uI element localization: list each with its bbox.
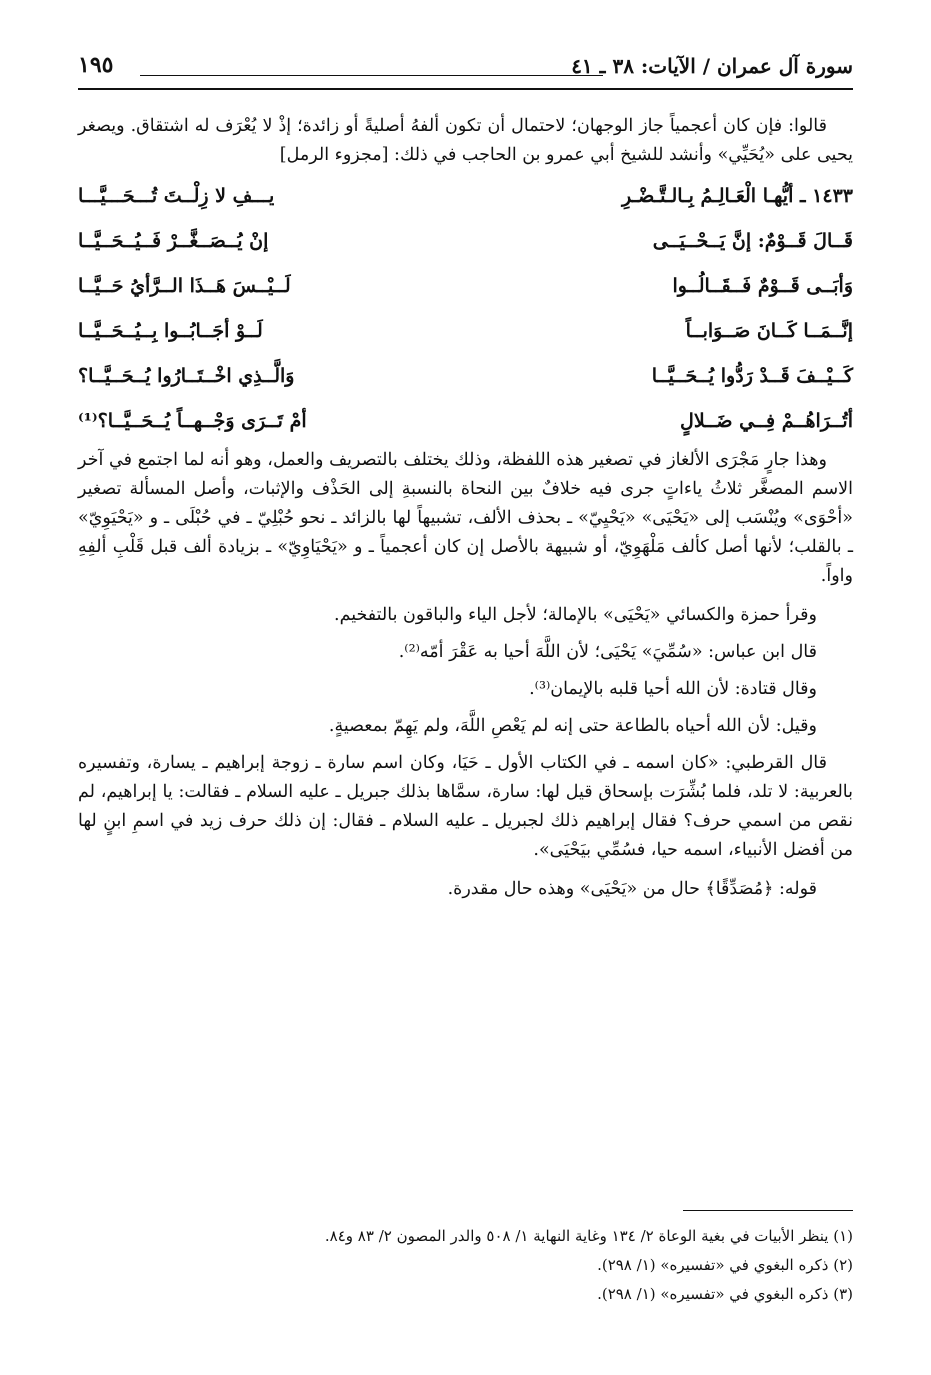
footnote: (٣) ذكره البغوي في «تفسيره» (١/ ٢٩٨). (597, 1285, 853, 1303)
poem (78, 176, 853, 446)
footnote-separator (683, 1210, 853, 1211)
qurtubi-text: قال القرطبي: «كان اسمه ـ في الكتاب الأول ـ حَيَا، وكان اسم سارة ـ زوجة إبراهيم ـ يسارة، وتفسيره بالعربية: لا تلد، فلما بُشِّرَت بإسحاق قيل لها: سارة، سمَّاها بذلك جبريل ـ عليه السلام ـ فقالت: يا إبراهيم، لم نقص من اسمي حرف؟ فقال إبراهيم ذلك لجبريل ـ عليه السلام ـ فقال: إن ذلك حرف زيد في اسمِ ابنٍ لها من أفضل الأنبياء، اسمه حيا، فسُمِّي بيَحْيَى». (78, 753, 853, 860)
reading-line: وقيل: لأن الله أحياه بالطاعة حتى إنه لم يَعْصِ اللَّهَ، ولم يَهِمّ بمعصيةٍ. (328, 716, 817, 736)
verse (78, 311, 853, 356)
verse-second-hemistich: لَــيْــسَ هَــذَا الــرَّأيُ حَــيَّــا (78, 275, 291, 297)
header-line (140, 75, 603, 76)
reading-line: وقال قتادة: لأن الله أحيا قلبه بالإيمان⁽³⁾. (529, 679, 817, 699)
reading-line: وقرأ حمزة والكسائي «يَحْيَى» بالإمالة؛ لأجل الياء والباقون بالتفخيم. (334, 605, 817, 625)
intro-paragraph (78, 112, 853, 170)
verse-first-hemistich: كَــيْــفَ قَــدْ رَدُّوا يُــحَــيَّــا (651, 365, 853, 387)
verse (78, 401, 853, 446)
running-header (78, 48, 853, 88)
verse (78, 356, 853, 401)
verse-second-hemistich: إنْ يُــصَــغَّــرْ فَــيُــحَــيَّــا (78, 230, 269, 252)
final-line: قوله: ﴿مُصَدِّقًا﴾ حال من «يَحْيَى» وهذه حال مقدرة. (447, 879, 817, 899)
qurtubi-paragraph (78, 749, 853, 865)
verse-second-hemistich: وَالَّــذِي اخْــتَــارُوا يُــحَــيَّــا؟ (78, 365, 295, 387)
reading-line: قال ابن عباس: «سُمِّيَ» يَحْيَى؛ لأن اللَّهَ أحيا به عَقْرَ أمّه⁽²⁾. (398, 642, 817, 662)
intro-text: قالوا: فإن كان أعجمياً جاز الوجهان؛ لاحتمال أن تكون ألفهُ أصليةً أو زائدة؛ إذْ لا يُعْرَف له اشتقاق. ويصغر يحيى على «يُحَيِّي» وأنشد للشيخ أبي عمرو بن الحاجب في ذلك: (78, 116, 853, 165)
verse-first-hemistich: وَأبَــى قَــوْمٌ فَــقَــالُــوا (672, 275, 853, 297)
page-number: ١٩٥ (78, 52, 114, 78)
verse-first-hemistich: قَــالَ قَــوْمٌ: إنَّ يَــحْــيَــى (652, 230, 853, 252)
footnote: (١) ينظر الأبيات في بغية الوعاة ٢/ ١٣٤ وغاية النهاية ١/ ٥٠٨ والدر المصون ٢/ ٨٣ و٨٤. (324, 1227, 853, 1245)
grammar-text: وهذا جارٍ مَجْرَى الألغاز في تصغير هذه اللفظة، وذلك يختلف بالتصريف والعمل، وهو أنه لما اجتمع في آخر الاسم المصغَّر ثلاثُ ياءاتٍ جرى فيه خلافٌ بين النحاة بالنسبةِ إلى الحَذْف والإثبات، وأصل المسألة تصغير «أحْوَى» ويُنْسَب إلى «يَحْيَى» «يَحْيِيّ» ـ بحذف الألف، تشبيهاً لها بالزائد ـ نحو حُبْلِيّ ـ في حُبْلَى ـ و «يَحْيَوِيّ» ـ بالقلب؛ لأنها أصل كألف مَلْهَوِيّ، أو شبيهة بالأصل إن كان أعجمياً ـ و «يَحْيَاوِيّ» ـ بزيادة ألف قبل قَلْبِ ألفِهِ واواً. (78, 450, 853, 586)
verse (78, 221, 853, 266)
verse-second-hemistich: أمْ تَــرَى وَجْــهــاً يُــحَــيَّــا؟⁽¹⁾ (78, 410, 307, 432)
verse-first-hemistich: أتُــرَاهُــمْ فِــي ضَــلالٍ (680, 410, 853, 432)
surah-title: سورة آل عمران / الآيات: ٣٨ ـ ٤١ (571, 54, 853, 78)
verse-first-hemistich: ١٤٣٣ ـ أيُّهـا الْعَـالِـمُ بِـالـتَّـضْـرِ (622, 185, 853, 207)
footnotes (78, 1222, 853, 1309)
footnote: (٢) ذكره البغوي في «تفسيره» (١/ ٢٩٨). (597, 1256, 853, 1274)
verse-second-hemistich: يـــفِ لا زِلْــتَ تُـــحَـــيَّـــا (78, 185, 275, 207)
grammar-paragraph (78, 446, 853, 591)
meter-label: [مجزوء الرمل] (279, 145, 389, 165)
verse-second-hemistich: لَــوْ أجَــابُــوا بِــيُــحَــيَّــا (78, 320, 263, 342)
verse (78, 176, 853, 221)
header-rule (78, 88, 853, 90)
page-body (78, 112, 853, 912)
verse-first-hemistich: إنَّــمَــا كَــانَ صَــوَابــاً (685, 320, 853, 342)
verse (78, 266, 853, 311)
